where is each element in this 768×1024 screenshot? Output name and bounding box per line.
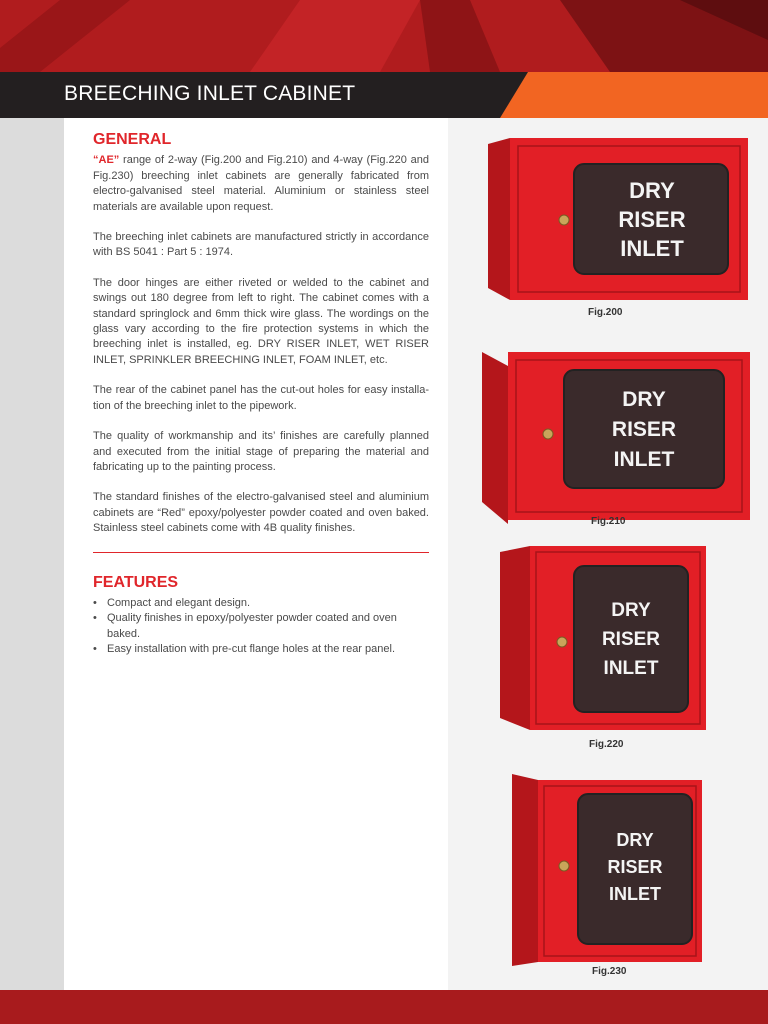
glass-text-line: RISER <box>601 629 661 650</box>
page-title: BREECHING INLET CABINET <box>64 82 356 105</box>
banner-shapes <box>0 0 768 72</box>
general-heading: GENERAL <box>93 131 172 148</box>
section-divider <box>93 552 429 553</box>
glass-text-line: RISER <box>607 857 663 877</box>
cabinet-image-fig230 <box>508 774 708 968</box>
top-banner <box>0 0 768 72</box>
figure-caption: Fig.220 <box>589 739 624 750</box>
general-paragraph-6: The standard finishes of the electro-galvanised steel and aluminium cabinets are “Red” epoxy/polyester powder coated and oven baked. Stainless steel cabinets come with 4B quality finishes. <box>93 491 429 535</box>
glass-text-line: RISER <box>611 418 677 441</box>
glass-text-line: INLET <box>609 884 661 904</box>
figure-caption: Fig.210 <box>591 516 626 527</box>
cabinet-image-fig210 <box>478 348 758 524</box>
figure-caption: Fig.200 <box>588 307 623 318</box>
feature-item: • Easy installation with pre-cut flange holes at the rear panel. <box>93 642 429 657</box>
bottom-banner <box>0 990 768 1024</box>
title-bar <box>0 72 768 118</box>
glass-text-line: RISER <box>618 207 686 232</box>
glass-text-line: DRY <box>622 388 666 411</box>
general-paragraph-4: The rear of the cabinet panel has the cut-out holes for easy installa-tion of the breeching inlet to the pipework. <box>93 384 429 412</box>
title-accent <box>472 72 768 118</box>
figure-caption: Fig.230 <box>592 966 627 977</box>
feature-item: • Compact and elegant design. <box>93 596 429 611</box>
feature-item: • Quality finishes in epoxy/polyester powder coated and oven baked. <box>93 611 429 642</box>
glass-text-line: DRY <box>629 178 675 203</box>
features-list <box>93 596 429 658</box>
glass-text-line: INLET <box>603 658 659 679</box>
glass-text-line: INLET <box>620 236 684 261</box>
general-paragraph-1-text: range of 2-way (Fig.200 and Fig.210) and 4-way (Fig.220 and Fig.230) breeching inlet cabinets are generally fabricated from electro-galvanised steel material. Aluminium or stainless steel materials are available upon request. <box>93 154 429 213</box>
general-paragraph-5: The quality of workmanship and its’ finishes are carefully planned and executed from the initial stage of preparing the material and fabricating up to the painting process. <box>93 430 429 473</box>
glass-text-line: INLET <box>613 448 675 471</box>
glass-text-line: DRY <box>616 830 654 850</box>
cabinet-image-fig200 <box>478 138 758 306</box>
left-margin-strip <box>0 118 64 990</box>
general-paragraph-1 <box>93 153 429 215</box>
text-column <box>93 132 429 658</box>
cabinet-image-fig220 <box>496 546 716 736</box>
brand-name: “AE” <box>93 154 120 167</box>
glass-text-line: DRY <box>611 600 651 621</box>
general-paragraph-2: The breeching inlet cabinets are manufactured strictly in accordance with BS 5041 : Part 5 : 1974. <box>93 231 429 259</box>
product-image-column <box>448 118 768 990</box>
features-heading: FEATURES <box>93 573 179 591</box>
general-paragraph-3: The door hinges are either riveted or welded to the cabinet and swings out 180 degree from left to right. The cabinet comes with a standard springlock and 6mm thick wire glass. The wordings on the glass vary according to the fire protection systems in which the breeching inlet is installed, eg. DRY RISER INLET, WET RISER INLET, SPRINKLER BREECHING INLET, FOAM INLET, etc. <box>93 276 429 366</box>
